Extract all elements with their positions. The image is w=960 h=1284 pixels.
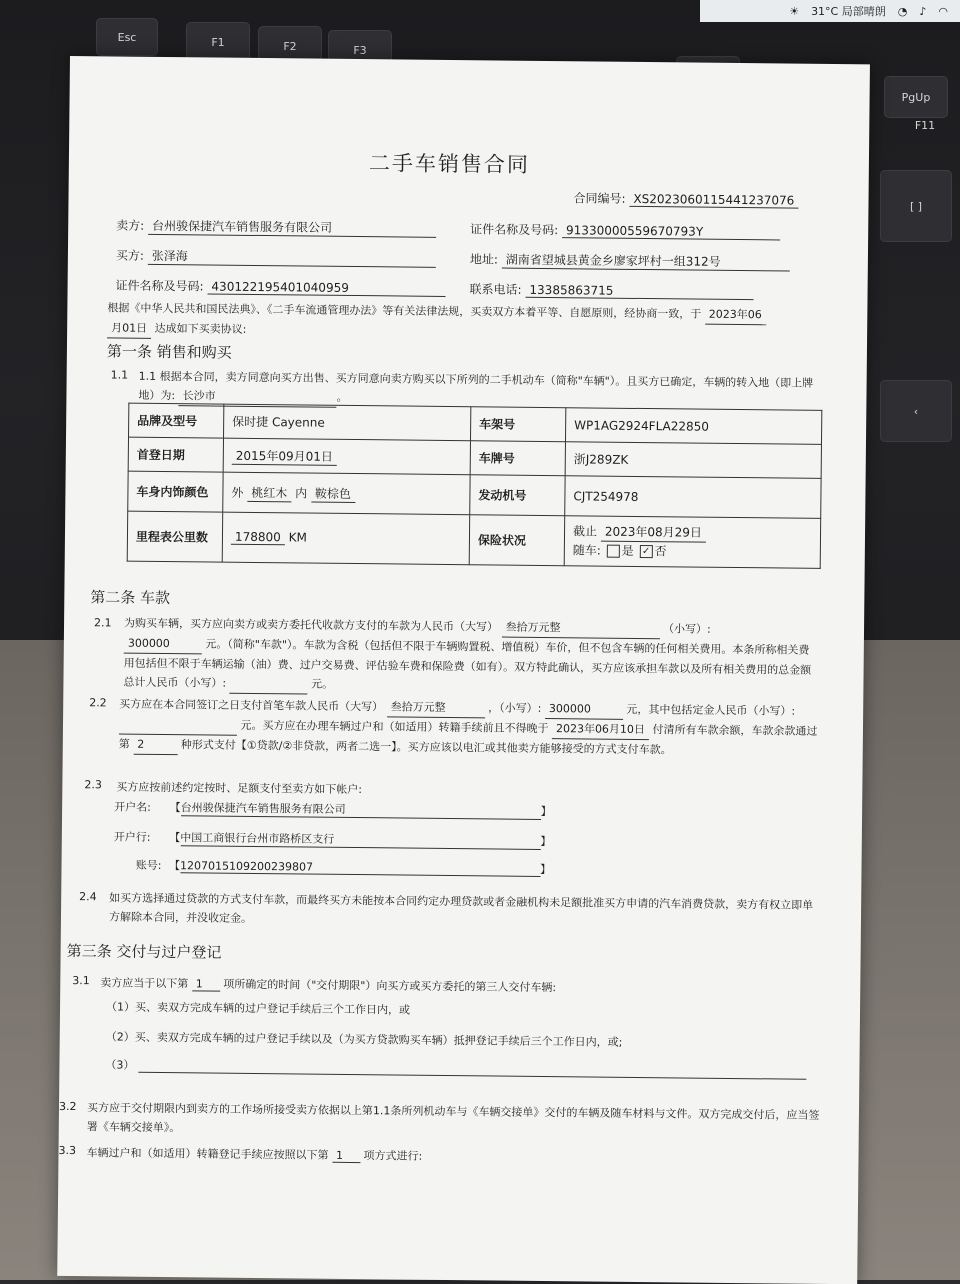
a31-item: 1 [192, 977, 220, 991]
color-out-label: 外 [231, 485, 244, 500]
brand-label: 品牌及型号 [129, 403, 224, 438]
right-bracket: 】 [539, 862, 552, 877]
contract-no-row [573, 189, 798, 208]
a22-no: 2.2 [89, 696, 107, 710]
left-bracket: 【 [169, 801, 181, 815]
a22-amount: 300000 [545, 699, 623, 720]
a22-text-1c: 元，其中包括定金人民币（小写）: [626, 702, 796, 718]
color-in: 鞍棕色 [311, 484, 355, 502]
a24-no: 2.4 [79, 890, 97, 904]
art1-1-paragraph: 1.1 根据本合同，卖方同意向买方出售、买方同意向卖方购买以下所列的二手机动车（简称"车辆"）。且买方已确定，车辆的转入地（即上牌地）为: 长沙市 。 [138, 367, 818, 413]
insurance-no: 否 [654, 544, 667, 559]
buyer-cert-row [116, 276, 446, 296]
a21-amount: 300000 [124, 634, 202, 655]
contract-no-label: 合同编号: [573, 191, 626, 206]
checkbox-yes-icon [607, 545, 620, 558]
mileage-value [222, 512, 470, 565]
insurance-yes: 是 [621, 543, 634, 558]
article-1-title: 第一条 销售和购买 [106, 342, 232, 362]
vin-label: 车架号 [470, 407, 565, 442]
a32-text: 买方应于交付期限内到卖方的工作场所接受卖方依据以上第1.1条所列机动车与《车辆交接单》交付的车辆及随车材料与文件。双方完成交付后，应当签署《车辆交接单》。 [86, 1101, 820, 1135]
insurance-with-car-label: 随车: [572, 543, 601, 558]
a31-text-a: 卖方应当于以下第 [100, 976, 189, 991]
insurance-date: 2023年08月29日 [601, 523, 706, 543]
a33-no: 3.3 [58, 1143, 77, 1158]
art1-1-no: 1.1 [110, 368, 129, 382]
a31-text [100, 974, 556, 995]
a22-amount-cn: 叁拾万元整 [387, 697, 485, 718]
seller-cert-label: 证件名称及号码: [470, 222, 559, 238]
article-2-title: 第二条 车款 [90, 588, 171, 608]
pgup-key: PgUp [884, 76, 948, 118]
right-bracket: 】 [540, 834, 552, 849]
a31-text-b: 项所确定的时间（"交付期限"）向买方或买方委托的第三人交付车辆: [223, 977, 557, 995]
a31-option-3-label: （3） [105, 1058, 135, 1072]
vin-value: WP1AG2924FLA22850 [565, 408, 821, 445]
contract-no-value: XS2023060115441237076 [629, 192, 798, 209]
a22-deposit-blank [119, 715, 237, 736]
arrow-left-key: ‹ [880, 380, 952, 442]
engine-value: CJT254978 [565, 476, 821, 519]
article-3-title: 第三条 交付与过户登记 [66, 942, 222, 962]
a33-text-b: 项方式进行: [363, 1149, 423, 1163]
a21-text-2: 元。（简称"车款"）。车款为含税（包括但不限于车辆购置税、增值税）车价，但不包含车辆的任何相关费用。本条所称相关费用包括但不限于车辆运输（油）费、过户交易费、评估验车费和保险费（如有）。双方特此确认，买方应该承担车款以及所有相关费用的总金额总计人民币（小写）: [123, 637, 812, 690]
a31-option-2: （2）买、卖双方完成车辆的过户登记手续以及（为买方贷款购买车辆）抵押登记手续后三个工作日内，或; [105, 1030, 623, 1049]
bank-row [114, 829, 552, 851]
a24-text: 如买方选择通过贷款的方式支付车款，而最终买方未能按本合同约定办理贷款或者金融机构未足额批准买方申请的汽车消费贷款，卖方有权立即单方解除本合同，并没收定金。 [108, 891, 814, 925]
contract-paper [57, 56, 870, 1284]
a21-text-1b: （小写）: [662, 622, 711, 636]
intro-paragraph [107, 298, 827, 346]
color-value [223, 472, 470, 515]
a22-text-2: 元。买方应在办理车辆过户和（如适用）转籍手续前且不得晚于 [240, 718, 549, 736]
volume-icon: ♪ [919, 4, 927, 18]
a33-item: 1 [332, 1149, 360, 1163]
color-in-label: 内 [295, 485, 308, 501]
network-icon: ◔ [897, 4, 908, 18]
phone-label: 联系电话: [469, 282, 522, 297]
brand-value: 保时捷 Cayenne [224, 404, 471, 441]
windows-taskbar [700, 0, 960, 22]
wifi-icon: ◠ [938, 4, 948, 18]
address-row [470, 250, 790, 271]
phone-value: 13385863715 [525, 283, 753, 300]
bracket-key: [ ] [880, 170, 952, 242]
buyer-row [116, 246, 436, 267]
left-bracket: 【 [169, 831, 181, 845]
intro-text-1: 根据《中华人民共和国民法典》、《二手车流通管理办法》等有关法律法规，买卖双方本着平等、自愿原则，经协商一致，于 [107, 301, 702, 321]
a31-option-1: （1）买、卖双方完成车辆的过户登记手续后三个工作日内，或 [105, 1000, 411, 1017]
a21-yuan: 元。 [311, 677, 334, 691]
table-row [127, 511, 820, 568]
a22-text-3: 种形式支付【①贷款/②非贷款，两者二选一】。买方应该以电汇或其他卖方能够接受的方式支付车款。 [180, 738, 672, 757]
weather-text: 31°C 局部晴朗 [811, 5, 886, 18]
a22-date: 2023年06月10日 [552, 719, 649, 740]
a22-pay-way: 2 [133, 735, 177, 755]
a23-no: 2.3 [84, 778, 102, 792]
a21-paragraph [123, 614, 814, 700]
insurance-value [564, 516, 821, 569]
f1-key: F1 [186, 22, 250, 62]
right-bracket: 】 [540, 804, 552, 819]
left-bracket: 【 [168, 859, 181, 873]
checkbox-checked-icon: ✓ [639, 545, 652, 558]
art1-1-city: 长沙市 [179, 386, 337, 408]
esc-key: Esc [96, 18, 158, 56]
a32-no: 3.2 [58, 1099, 77, 1114]
seller-cert-value: 91330000559670793Y [562, 223, 780, 240]
mileage-label: 里程表公里数 [127, 511, 223, 562]
weather-icon: ☀ [789, 4, 800, 18]
vehicle-info-table [127, 403, 823, 569]
bank-label: 开户行: [113, 830, 151, 844]
mileage-unit: KM [288, 530, 307, 545]
a33-text [86, 1144, 422, 1164]
account-no-row [113, 857, 551, 878]
bank-value: 中国工商银行台州市路桥区支行 [180, 829, 540, 850]
seller-label: 卖方: [116, 218, 145, 233]
account-no-value: 1207015109200239807 [180, 859, 540, 877]
reg-value [223, 438, 470, 475]
color-out: 桃红木 [247, 483, 291, 501]
buyer-value: 张泽海 [148, 247, 436, 268]
insurance-cutoff-label: 截止 [572, 524, 598, 539]
plate-label: 车牌号 [470, 441, 565, 476]
a22-paragraph [119, 695, 820, 762]
art1-1-text: 1.1 根据本合同，卖方同意向买方出售、买方同意向卖方购买以下所列的二手机动车（简称"车辆"）。且买方已确定，车辆的转入地（即上牌地）为: [138, 369, 814, 403]
intro-text-2: 达成如下买卖协议: [154, 321, 247, 336]
reg-date: 2015年09月01日 [232, 446, 337, 465]
address-value: 湖南省望城县黄金乡廖家坪村一组312号 [502, 251, 790, 272]
plate-value: 浙J289ZK [565, 442, 821, 479]
engine-label: 发动机号 [470, 475, 565, 516]
a21-total-blank [230, 674, 308, 695]
mileage-number: 178800 [231, 530, 285, 546]
reg-label: 首登日期 [128, 437, 223, 472]
account-name-value: 台州骏保捷汽车销售服务有限公司 [181, 799, 541, 820]
a21-amount-cn: 叁拾万元整 [501, 618, 659, 640]
insurance-label: 保险状况 [469, 515, 565, 566]
account-name-label: 开户名: [114, 800, 151, 814]
a31-option-3 [105, 1056, 806, 1079]
f2-key: F2 [258, 26, 322, 66]
buyer-label: 买方: [115, 248, 145, 263]
intro-date-1: 2023年06 [705, 305, 766, 326]
intro-date-2: 月01日 [107, 318, 151, 338]
buyer-cert-value: 430122195401040959 [207, 279, 445, 296]
a21-no: 2.1 [93, 616, 112, 630]
a22-text-2b: 付清所有车款余额，车款余款通过第 [118, 723, 818, 751]
a22-text-1a: 买方应在本合同签订之日支付首笔车款人民币（大写） [119, 697, 384, 714]
a31-no: 3.1 [72, 974, 90, 988]
phone-row [469, 280, 753, 300]
account-no-label: 账号: [135, 858, 162, 873]
a31-option-3-blank [138, 1059, 806, 1080]
color-label: 车身内饰颜色 [128, 471, 223, 512]
account-name-row [114, 799, 552, 821]
a23-text: 买方应按前述约定按时、足额支付至卖方如下帐户: [116, 780, 363, 797]
seller-value: 台州骏保捷汽车销售服务有限公司 [148, 217, 436, 238]
seller-row [116, 216, 436, 237]
f11-key: F11 [914, 118, 936, 132]
seller-cert-row [470, 220, 780, 240]
f3-key: F3 [328, 30, 392, 70]
buyer-cert-label: 证件名称及号码: [115, 278, 204, 294]
a33-text-a: 车辆过户和（如适用）转籍登记手续应按照以下第 [86, 1146, 329, 1162]
a22-text-1b: ，（小写）: [488, 701, 542, 715]
a21-text-1a: 为购买车辆，买方应向卖方或卖方委托代收款方支付的车款为人民币（大写） [123, 616, 499, 634]
contract-title: 二手车销售合同 [368, 151, 531, 177]
address-label: 地址: [469, 252, 499, 267]
